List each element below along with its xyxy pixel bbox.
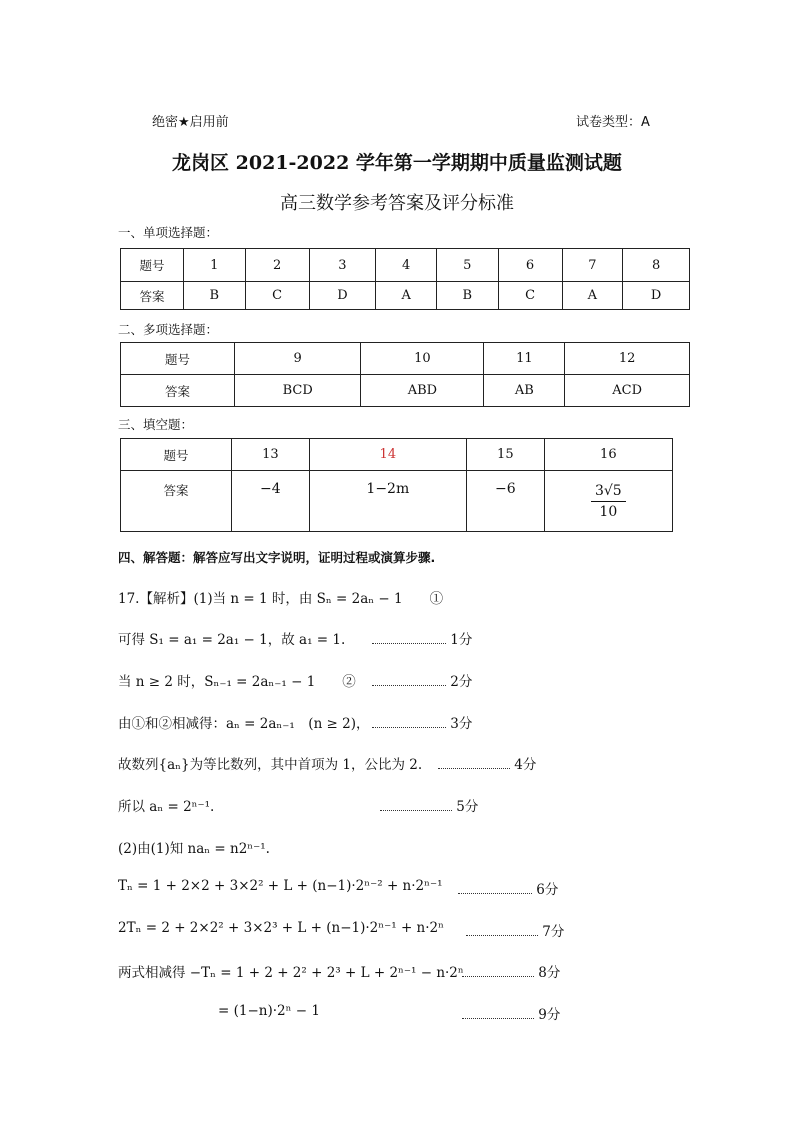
- answer-row: [121, 471, 673, 532]
- score-label: 2分: [450, 674, 473, 690]
- score-label: 3分: [450, 716, 473, 732]
- answer-cell: −6: [466, 471, 544, 532]
- row-label-question: 题号: [121, 343, 235, 375]
- confidential-label: 绝密★启用前: [152, 115, 229, 130]
- section1-heading: 一、单项选择题：: [118, 225, 219, 240]
- answer-cell: A: [562, 282, 623, 310]
- score-label: 4分: [514, 757, 537, 773]
- question-cell: 7: [562, 249, 623, 282]
- solution-line-2: 可得 S₁ = a₁ = 2a₁ − 1，故 a₁ = 1.: [118, 632, 346, 648]
- answer-cell: A: [376, 282, 437, 310]
- row-label-answer: 答案: [121, 282, 184, 310]
- row-label-question: 题号: [121, 249, 184, 282]
- question-cell: 6: [498, 249, 562, 282]
- score-leader: [466, 920, 564, 940]
- question-cell: 11: [484, 343, 565, 375]
- question-cell: 2: [245, 249, 309, 282]
- solution-line-1: 17.【解析】(1)当 n = 1 时，由 Sₙ = 2aₙ − 1 ①: [118, 591, 444, 607]
- fraction: [591, 483, 626, 520]
- score-leader: [372, 670, 472, 690]
- score-label: 6分: [536, 882, 559, 898]
- answer-row: [121, 282, 690, 310]
- answer-cell: ABD: [361, 375, 484, 407]
- score-leader: [462, 961, 560, 981]
- answer-cell: B: [436, 282, 498, 310]
- score-label: 1分: [450, 632, 473, 648]
- solution-line-8: Tₙ = 1 + 2×2 + 3×2² + L + (n−1)·2ⁿ⁻² + n·2ⁿ⁻¹: [118, 878, 443, 894]
- score-label: 7分: [542, 924, 565, 940]
- question-cell: 9: [235, 343, 361, 375]
- answer-cell: −4: [232, 471, 310, 532]
- section2-heading: 二、多项选择题：: [118, 322, 219, 337]
- answer-cell: AB: [484, 375, 565, 407]
- question-cell: 4: [376, 249, 437, 282]
- score-leader: [372, 628, 472, 648]
- answer-cell: 1−2m: [309, 471, 466, 532]
- solution-line-5: 故数列{aₙ}为等比数列，其中首项为 1，公比为 2.: [118, 757, 423, 773]
- answer-cell: ACD: [565, 375, 690, 407]
- question-cell: 5: [436, 249, 498, 282]
- answer-cell: C: [498, 282, 562, 310]
- dot-leader: [458, 884, 532, 894]
- question-row: [121, 343, 690, 375]
- dot-leader: [438, 759, 510, 769]
- dot-leader: [372, 634, 446, 644]
- score-label: 8分: [538, 965, 561, 981]
- solution-line-10: 两式相减得 −Tₙ = 1 + 2 + 2² + 2³ + L + 2ⁿ⁻¹ − n·2ⁿ: [118, 965, 464, 981]
- paper-type-label: 试卷类型：A: [576, 115, 650, 130]
- solution-line-6: 所以 aₙ = 2ⁿ⁻¹.: [118, 799, 215, 815]
- question-cell: 15: [466, 439, 544, 471]
- question-cell: 8: [623, 249, 690, 282]
- answer-cell: C: [245, 282, 309, 310]
- fill-in-table: [120, 438, 673, 532]
- question-row: [121, 249, 690, 282]
- single-choice-table: [120, 248, 690, 310]
- dot-leader: [372, 718, 446, 728]
- solution-line-11: = (1−n)·2ⁿ − 1: [218, 1003, 320, 1019]
- question-cell: 12: [565, 343, 690, 375]
- dot-leader: [462, 1009, 534, 1019]
- score-label: 9分: [538, 1007, 561, 1023]
- answer-cell: BCD: [235, 375, 361, 407]
- answer-row: [121, 375, 690, 407]
- solution-line-3: 当 n ≥ 2 时，Sₙ₋₁ = 2aₙ₋₁ − 1 ②: [118, 674, 356, 690]
- score-leader: [462, 1003, 560, 1023]
- score-leader: [438, 753, 536, 773]
- question-row: [121, 439, 673, 471]
- solution-line-7: (2)由(1)知 naₙ = n2ⁿ⁻¹.: [118, 841, 270, 857]
- answer-cell-fraction: [544, 471, 672, 532]
- dot-leader: [466, 926, 538, 936]
- section4-heading: 四、解答题：解答应写出文字说明，证明过程或演算步骤.: [118, 550, 436, 565]
- dot-leader: [380, 801, 452, 811]
- score-leader: [458, 878, 558, 898]
- page-subtitle: 高三数学参考答案及评分标准: [280, 193, 514, 214]
- question-cell: 16: [544, 439, 672, 471]
- solution-line-9: 2Tₙ = 2 + 2×2² + 3×2³ + L + (n−1)·2ⁿ⁻¹ + n·2ⁿ: [118, 920, 444, 936]
- question-cell: 10: [361, 343, 484, 375]
- score-leader: [372, 712, 472, 732]
- question-cell: 14: [309, 439, 466, 471]
- question-cell: 3: [309, 249, 376, 282]
- page-title: 龙岗区 2021-2022 学年第一学期期中质量监测试题: [172, 152, 622, 174]
- dot-leader: [372, 676, 446, 686]
- fraction-numerator: 3√5: [591, 483, 626, 502]
- row-label-answer: 答案: [121, 471, 232, 532]
- fraction-denominator: 10: [599, 503, 618, 520]
- multiple-choice-table: [120, 342, 690, 407]
- score-leader: [380, 795, 478, 815]
- row-label-answer: 答案: [121, 375, 235, 407]
- answer-cell: D: [309, 282, 376, 310]
- solution-line-4: 由①和②相减得：aₙ = 2aₙ₋₁ (n ≥ 2)，: [118, 716, 370, 732]
- question-cell: 13: [232, 439, 310, 471]
- answer-cell: B: [184, 282, 246, 310]
- section3-heading: 三、填空题：: [118, 417, 194, 432]
- answer-cell: D: [623, 282, 690, 310]
- dot-leader: [462, 967, 534, 977]
- score-label: 5分: [456, 799, 479, 815]
- row-label-question: 题号: [121, 439, 232, 471]
- question-cell: 1: [184, 249, 246, 282]
